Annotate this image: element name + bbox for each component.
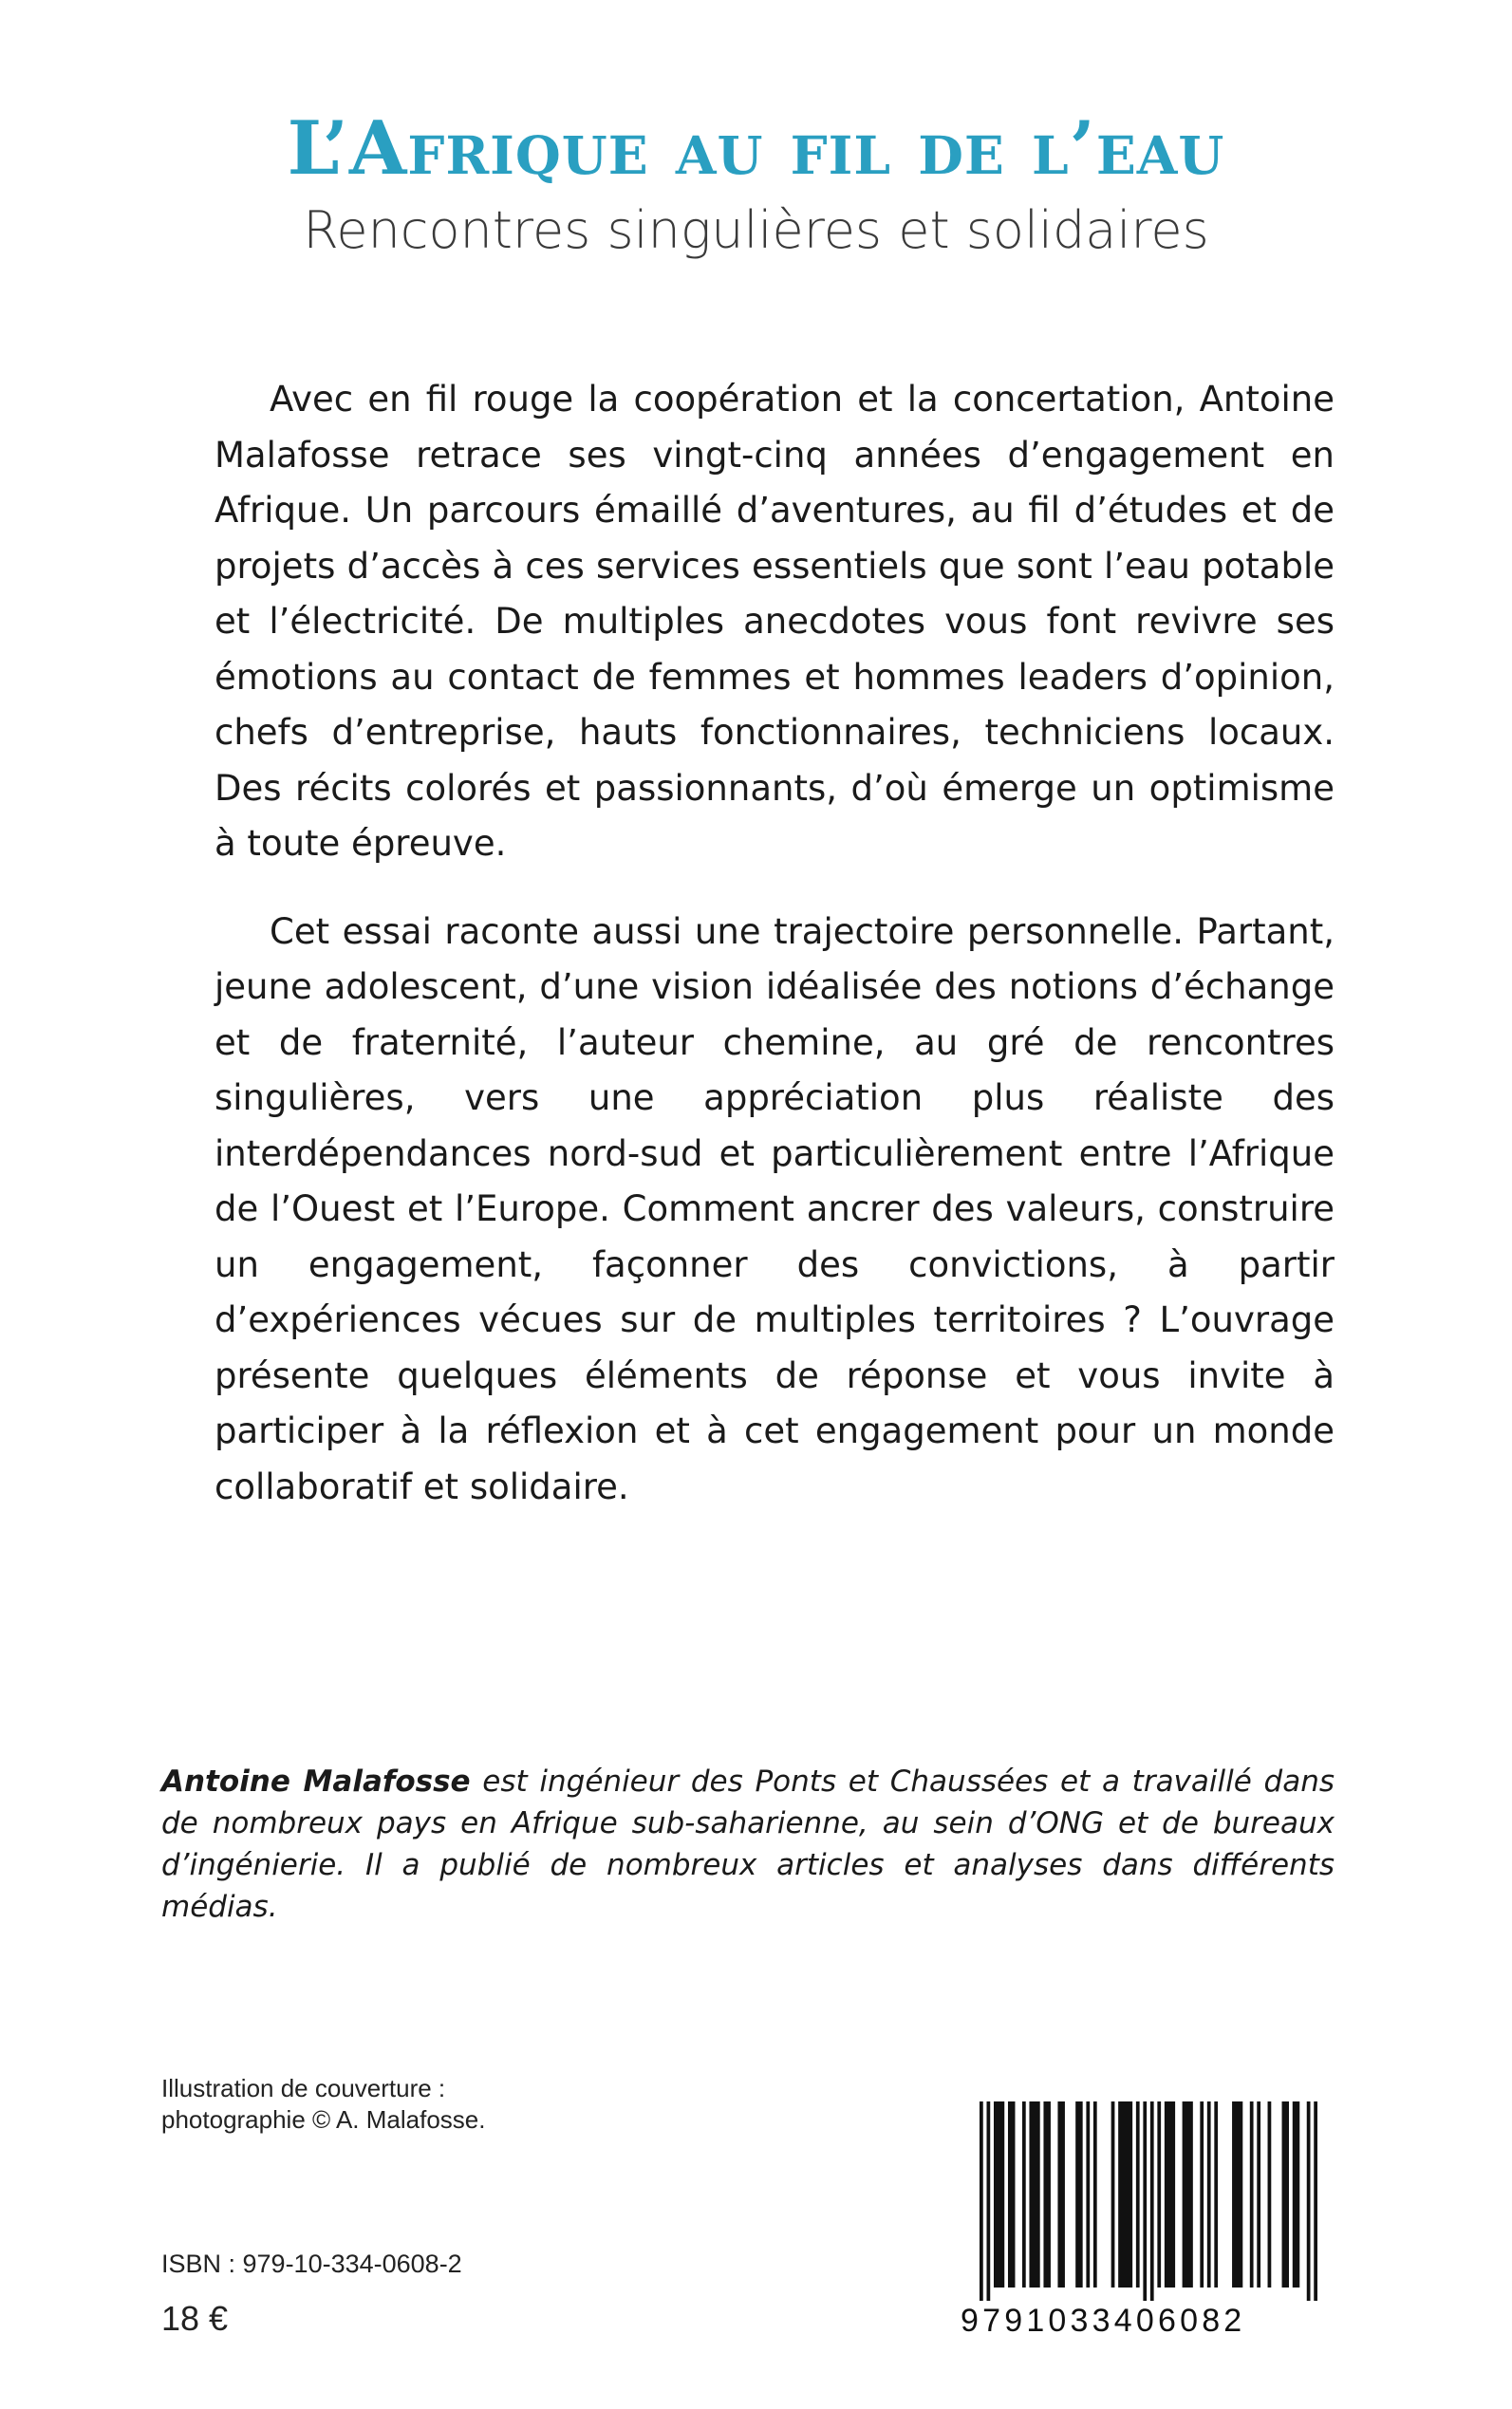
barcode-bar	[1157, 2101, 1161, 2288]
barcode-bar	[1200, 2101, 1204, 2288]
blurb-paragraph-1: Avec en fil rouge la coopération et la concertation, Antoine Malafosse retrace ses vingt-cinq années d’engagement en Afrique. Un parcours émaillé d’aventures, au fil d’études et de projets d’accès à ces services essentiels que sont l’eau potable et l’électricité. De multiples anecdotes vous font revivre ses émotions au contact de femmes et hommes leaders d’opinion, chefs d’entreprise, hauts fonctionnaires, techniciens locaux. Des récits colorés et passionnants, d’où émerge un optimisme à toute épreuve.	[215, 379, 1335, 864]
barcode-bar	[1093, 2101, 1097, 2288]
blurb-paragraph-2: Cet essai raconte aussi une trajectoire personnelle. Partant, jeune adolescent, d’une vision idéalisée des notions d’échange et de fraternité, l’auteur chemine, au gré de rencontres singulières, vers une appréciation plus réaliste des interdépendances nord-sud et particulièrement entre l’Afrique de l’Ouest et l’Europe. Comment ancrer des valeurs, construire un engagement, façonner des convictions, à partir d’expériences vécues sur de multiples territoires ? L’ouvrage présente quelques éléments de réponse et vous invite à participer à la réflexion et à cet engagement pour un monde collaboratif et solidaire.	[215, 910, 1335, 1507]
barcode-bar	[1086, 2101, 1090, 2288]
barcode-bar	[1150, 2101, 1154, 2301]
barcode-bar	[1029, 2101, 1039, 2288]
barcode-bar	[1282, 2101, 1289, 2288]
barcode-bar	[1118, 2101, 1132, 2288]
back-cover-blurb	[215, 372, 1335, 1515]
barcode-bars	[980, 2101, 1317, 2301]
barcode-bar	[994, 2101, 1004, 2288]
credits-line-1: Illustration de couverture :	[161, 2074, 446, 2102]
barcode-bar	[1250, 2101, 1254, 2288]
barcode-bar	[1214, 2101, 1218, 2288]
barcode-bar	[1075, 2101, 1082, 2288]
barcode-bar	[980, 2101, 983, 2301]
barcode-bar	[1257, 2101, 1260, 2288]
barcode-bar	[1183, 2101, 1193, 2288]
barcode-bar	[1232, 2101, 1242, 2288]
author-name: Antoine Malafosse	[161, 1765, 471, 1799]
barcode-bar	[1207, 2101, 1211, 2288]
barcode-bar	[1307, 2101, 1311, 2301]
barcode-bar	[986, 2101, 990, 2301]
book-title: L’Afrique au fil de l’eau	[287, 105, 1225, 192]
isbn: ISBN : 979-10-334-0608-2	[161, 2250, 462, 2278]
cover-credits	[161, 2073, 485, 2136]
barcode	[961, 2094, 1336, 2350]
barcode-bar	[1057, 2101, 1064, 2288]
barcode-bar	[1268, 2101, 1272, 2288]
barcode-bar	[1314, 2101, 1317, 2301]
barcode-bar	[1008, 2101, 1015, 2288]
price: 18 €	[161, 2299, 229, 2338]
book-subtitle: Rencontres singulières et solidaires	[303, 200, 1209, 260]
barcode-bar	[1165, 2101, 1175, 2288]
credits-line-2: photographie © A. Malafosse.	[161, 2105, 486, 2134]
barcode-bar	[1136, 2101, 1140, 2288]
author-bio-text: est ingénieur des Ponts et Chaussées et a travaillé dans de nombreux pays en Afrique sub-saharienne, au sein d’ONG et de bureaux d’ingénierie. Il a publié de nombreux articles et analyses dans différents médias.	[161, 1765, 1335, 1924]
barcode-bar	[1293, 2101, 1299, 2288]
barcode-bar	[1043, 2101, 1050, 2288]
title-block	[0, 105, 1512, 260]
barcode-bar	[1111, 2101, 1115, 2288]
barcode-bar	[1022, 2101, 1026, 2288]
barcode-digits: 9791033406082	[961, 2303, 1246, 2339]
barcode-bar	[1143, 2101, 1147, 2301]
author-bio	[161, 1761, 1335, 1928]
